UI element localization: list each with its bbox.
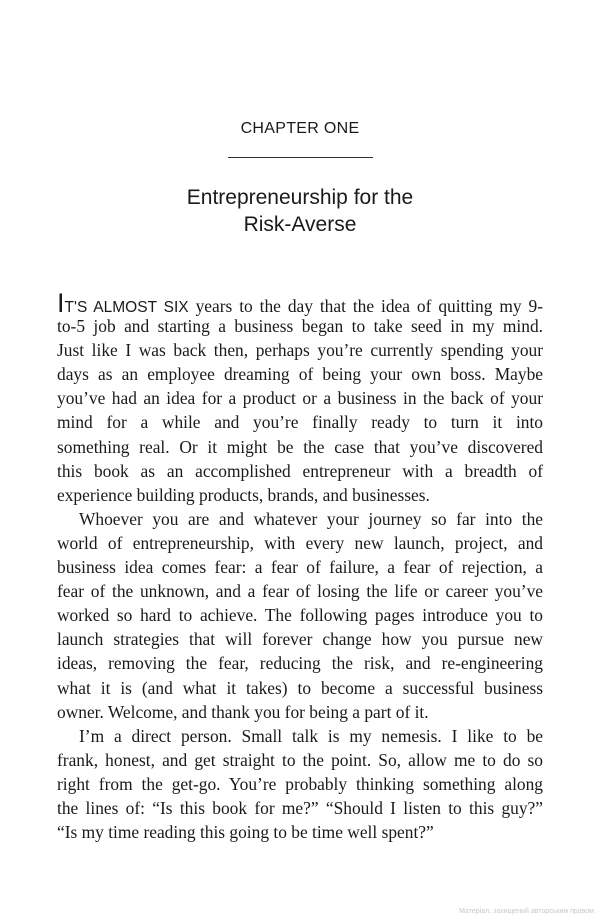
watermark: Матеріал, захищений авторським правом <box>459 908 594 915</box>
text-line: what it is (and what it takes) to become a successful business <box>57 677 543 698</box>
text-line: launch strategies that will forever change how you pursue new <box>57 629 543 650</box>
paragraph <box>57 507 543 724</box>
paragraph <box>57 724 543 844</box>
text-line: worked so hard to achieve. The following pages introduce you to <box>57 605 543 626</box>
text-line: right from the get-go. You’re probably thinking something along <box>57 773 543 794</box>
text-line: to-5 job and starting a business began to take seed in my mind. <box>57 316 543 337</box>
text-line: you’ve had an idea for a product or a business in the back of your <box>57 388 543 409</box>
text-line: mind for a while and you’re finally ready to turn it into <box>57 412 543 433</box>
drop-cap: I <box>57 288 65 318</box>
text-line: fear of the unknown, and a fear of losing the life or career you’ve <box>57 581 543 602</box>
text-line: business idea comes fear: a fear of failure, a fear of rejection, a <box>57 557 543 578</box>
chapter-divider <box>228 157 373 158</box>
text-line: the lines of: “Is this book for me?” “Should I listen to this guy?” <box>57 797 543 818</box>
chapter-title <box>0 184 600 238</box>
text-line: experience building products, brands, and businesses. <box>57 484 430 505</box>
title-line: Risk-Averse <box>243 213 357 236</box>
text-line: Whoever you are and whatever your journey so far into the <box>79 508 543 529</box>
text-line: something real. Or it might be the case that you’ve discovered <box>57 436 543 457</box>
lead-in: T'S ALMOST SIX <box>64 299 189 316</box>
text-line: “Is my time reading this going to be time well spent?” <box>57 822 434 843</box>
text-line <box>57 288 543 318</box>
body-text <box>57 290 543 844</box>
text-line: ideas, removing the fear, reducing the risk, and re-engineering <box>57 653 543 674</box>
line-text: years to the day that the idea of quitting my 9- <box>195 296 543 316</box>
paragraph <box>57 290 543 507</box>
title-line: Entrepreneurship for the <box>186 186 414 209</box>
text-line: owner. Welcome, and thank you for being a part of it. <box>57 701 429 722</box>
text-line: I’m a direct person. Small talk is my nemesis. I like to be <box>79 725 543 746</box>
text-line: this book as an accomplished entrepreneur with a breadth of <box>57 460 543 481</box>
text-line: frank, honest, and get straight to the point. So, allow me to do so <box>57 749 543 770</box>
chapter-label: CHAPTER ONE <box>240 120 360 137</box>
text-line: world of entrepreneurship, with every new launch, project, and <box>57 532 543 553</box>
text-line: days as an employee dreaming of being your own boss. Maybe <box>57 364 543 385</box>
text-line: Just like I was back then, perhaps you’re currently spending your <box>57 340 543 361</box>
